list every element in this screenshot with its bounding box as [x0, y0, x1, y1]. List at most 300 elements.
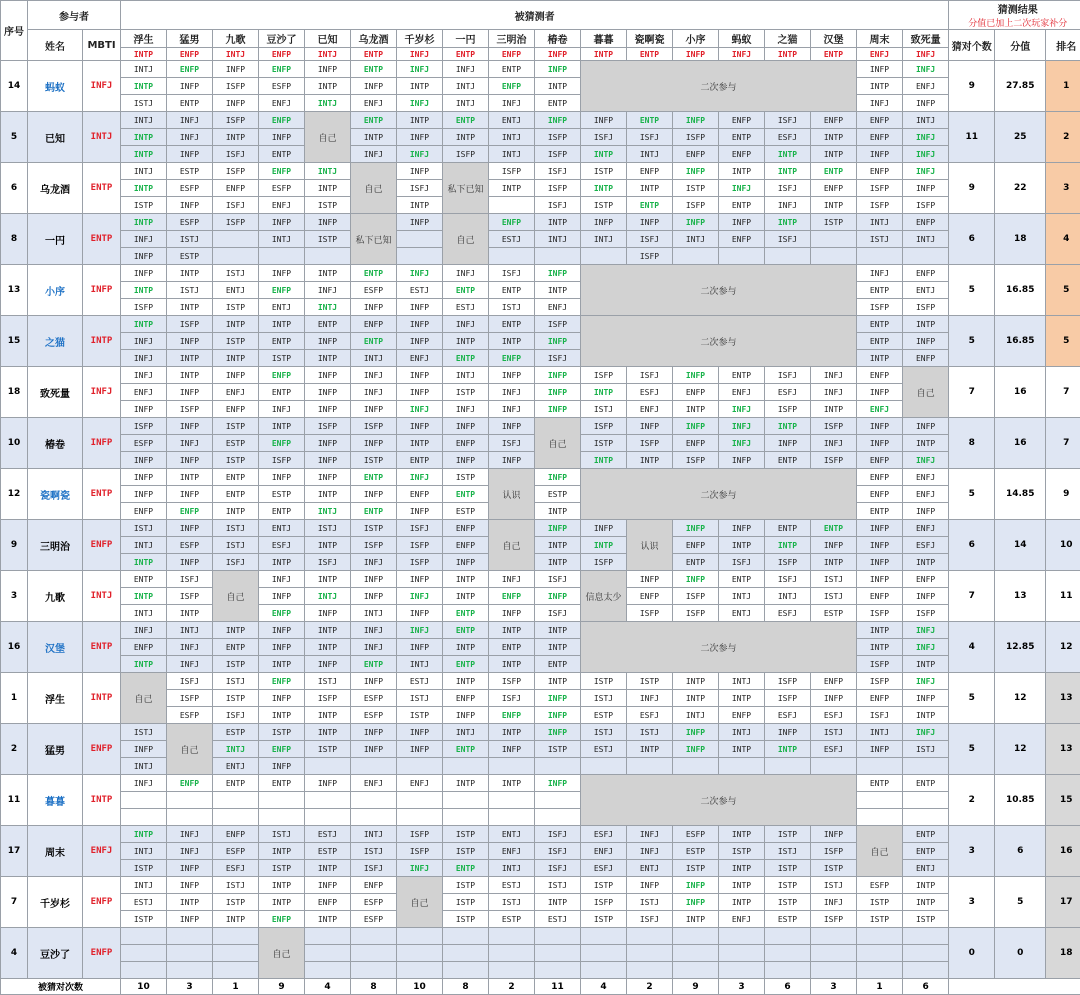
guess-cell [213, 792, 259, 809]
guess-cell [121, 809, 167, 826]
guess-cell: ISTP [351, 520, 397, 537]
span-label: 二次参与 [581, 316, 857, 367]
rank-value: 7 [1046, 418, 1080, 469]
guess-cell: ISFP [397, 826, 443, 843]
participant-name: 猛男 [28, 724, 83, 775]
guess-cell [765, 758, 811, 775]
guess-cell: INFJ [121, 350, 167, 367]
guess-cell: INTP [305, 860, 351, 877]
guess-cell: INTJ [351, 350, 397, 367]
guess-cell: INFP [443, 452, 489, 469]
guess-cell: INTJ [627, 146, 673, 163]
guess-cell: INTP [903, 554, 949, 571]
guess-cell: INFP [857, 61, 903, 78]
guess-cell: INFP [673, 894, 719, 911]
guess-cell [443, 945, 489, 962]
guess-cell: INFP [443, 707, 489, 724]
guess-cell [857, 792, 903, 809]
correct-count: 3 [949, 877, 995, 928]
footer-count: 10 [397, 979, 443, 995]
guess-cell: INTJ [673, 707, 719, 724]
guess-cell: INTP [673, 401, 719, 418]
guess-cell: ESTP [811, 605, 857, 622]
guess-cell: ESTJ [397, 282, 443, 299]
guess-cell: INTP [213, 316, 259, 333]
guess-cell: ESFP [259, 78, 305, 95]
rank-value: 10 [1046, 520, 1080, 571]
guess-cell: INTP [259, 418, 305, 435]
score-value: 25 [995, 112, 1046, 163]
guess-cell [903, 945, 949, 962]
guess-cell: ISFP [581, 367, 627, 384]
guess-cell: INFP [535, 775, 581, 792]
guess-cell: INFP [535, 469, 581, 486]
guess-cell: INFP [397, 741, 443, 758]
guess-cell [397, 809, 443, 826]
guess-cell: INFP [167, 384, 213, 401]
participant-mbti: ENTP [83, 214, 121, 265]
rank-value: 5 [1046, 265, 1080, 316]
guess-cell: INFJ [903, 724, 949, 741]
rank-value: 17 [1046, 877, 1080, 928]
target-mbti: INTP [121, 48, 167, 61]
guess-cell: ISFJ [213, 707, 259, 724]
target-mbti: INTJ [213, 48, 259, 61]
guess-cell: INFP [167, 877, 213, 894]
guess-cell: ESTJ [535, 911, 581, 928]
guess-cell: ISFP [673, 129, 719, 146]
guess-cell: INFJ [259, 571, 305, 588]
target-name: 乌龙酒 [351, 30, 397, 48]
guess-cell: INTP [535, 622, 581, 639]
guess-cell: INTJ [213, 741, 259, 758]
guess-cell: ISFP [581, 894, 627, 911]
guess-cell: INFP [213, 61, 259, 78]
guess-cell: INTJ [121, 605, 167, 622]
guess-cell [719, 248, 765, 265]
correct-count: 5 [949, 265, 995, 316]
guess-cell: INTP [719, 741, 765, 758]
guess-cell: ENFJ [903, 486, 949, 503]
guess-cell: INTP [259, 877, 305, 894]
span-label: 二次参与 [581, 622, 857, 673]
guess-cell [259, 809, 305, 826]
guess-cell: ISTJ [581, 724, 627, 741]
guess-cell: INFP [443, 554, 489, 571]
target-mbti: ENFP [489, 48, 535, 61]
target-mbti: ENFP [259, 48, 305, 61]
guess-cell: INFP [305, 775, 351, 792]
guess-cell: ESFP [351, 911, 397, 928]
guess-cell: ENTP [857, 503, 903, 520]
guess-cell: ISFP [351, 537, 397, 554]
guess-cell: ISTP [305, 741, 351, 758]
guess-cell: ENFP [719, 707, 765, 724]
guess-cell: INFJ [857, 95, 903, 112]
guess-cell: INFJ [443, 61, 489, 78]
guess-cell: ISTP [305, 231, 351, 248]
guess-cell: ISFP [857, 299, 903, 316]
guess-cell: ENFP [259, 741, 305, 758]
table-row [1, 860, 1080, 877]
guess-cell [903, 758, 949, 775]
guess-cell: ENFP [719, 231, 765, 248]
guess-cell: ESTP [167, 248, 213, 265]
guess-cell: INFP [581, 520, 627, 537]
guess-cell: ISTJ [857, 231, 903, 248]
guess-cell: ENTP [443, 282, 489, 299]
guess-cell: ESFJ [627, 384, 673, 401]
table-row [1, 537, 1080, 554]
participant-mbti: ENFP [83, 877, 121, 928]
guess-cell [397, 758, 443, 775]
guess-cell: ISTJ [811, 571, 857, 588]
guess-cell: INTP [121, 316, 167, 333]
guess-cell: ISFP [811, 418, 857, 435]
guess-cell: ISFP [305, 418, 351, 435]
guess-cell: ISFP [397, 537, 443, 554]
guess-cell [535, 962, 581, 979]
guess-cell: INFJ [627, 843, 673, 860]
guess-cell: ISTP [121, 911, 167, 928]
guess-cell: ENTP [351, 112, 397, 129]
guess-cell: INFP [673, 367, 719, 384]
score-value: 16.85 [995, 316, 1046, 367]
span-label: 自己 [351, 163, 397, 214]
guess-cell: ENFP [673, 384, 719, 401]
score-value: 22 [995, 163, 1046, 214]
guess-cell [305, 962, 351, 979]
guess-cell: ISFP [765, 673, 811, 690]
guess-cell: ENFP [259, 163, 305, 180]
guess-cell: INFP [167, 78, 213, 95]
guess-cell: ENFJ [627, 401, 673, 418]
guess-cell: INFP [811, 690, 857, 707]
participant-seq: 16 [1, 622, 28, 673]
guess-cell: INFP [167, 197, 213, 214]
guess-cell [857, 809, 903, 826]
guess-cell: ISFJ [627, 231, 673, 248]
participant-seq: 7 [1, 877, 28, 928]
guess-cell: ISTJ [213, 265, 259, 282]
guess-cell: INFJ [305, 282, 351, 299]
guess-cell: INTJ [535, 231, 581, 248]
guess-cell: INFP [259, 469, 305, 486]
target-name: 汉堡 [811, 30, 857, 48]
guess-cell [857, 962, 903, 979]
guess-cell [627, 945, 673, 962]
guess-cell: INFP [535, 724, 581, 741]
guess-cell: INTP [121, 826, 167, 843]
guess-cell: ENFP [351, 877, 397, 894]
guess-cell: ISFJ [765, 571, 811, 588]
guess-cell: INTP [903, 707, 949, 724]
guess-cell: INFP [259, 690, 305, 707]
table-row [1, 724, 1080, 741]
guess-cell: INTJ [305, 299, 351, 316]
guess-cell: ENFJ [535, 299, 581, 316]
span-label: 自己 [443, 214, 489, 265]
table-row [1, 877, 1080, 894]
guess-cell: ISFJ [397, 180, 443, 197]
guess-cell [397, 248, 443, 265]
guess-cell: ISTJ [213, 520, 259, 537]
footer-count: 8 [443, 979, 489, 995]
table-row [1, 622, 1080, 639]
guess-cell: INFP [903, 95, 949, 112]
guess-cell: INTP [121, 129, 167, 146]
participant-seq: 8 [1, 214, 28, 265]
guess-cell: ENFP [351, 316, 397, 333]
guess-cell: ENTP [443, 741, 489, 758]
guess-cell: ISFP [121, 299, 167, 316]
guess-cell: INFP [167, 520, 213, 537]
correct-count: 2 [949, 775, 995, 826]
table-row [1, 231, 1080, 248]
guess-cell: ENTJ [259, 520, 305, 537]
guess-cell: INTP [489, 656, 535, 673]
guess-cell: INTP [167, 299, 213, 316]
correct-count: 5 [949, 469, 995, 520]
guess-cell: ISTP [443, 877, 489, 894]
guess-cell: ISTP [443, 826, 489, 843]
guess-cell: INTJ [489, 860, 535, 877]
span-label: 二次参与 [581, 265, 857, 316]
guess-cell: INFP [121, 486, 167, 503]
rank-value: 7 [1046, 367, 1080, 418]
guess-cell: ISTJ [305, 673, 351, 690]
guess-cell: INFP [397, 503, 443, 520]
guess-cell [857, 758, 903, 775]
guess-cell: ISFP [857, 197, 903, 214]
rank-value: 3 [1046, 163, 1080, 214]
guess-cell: INTP [489, 180, 535, 197]
guess-cell: INTJ [305, 588, 351, 605]
guess-cell: ENFP [259, 61, 305, 78]
guess-cell: ENTP [259, 333, 305, 350]
guess-cell: INTP [581, 180, 627, 197]
span-label: 自己 [857, 826, 903, 877]
guess-cell: INFP [397, 214, 443, 231]
rank-value: 13 [1046, 724, 1080, 775]
results-note: 分值已加上二次玩家补分 [949, 16, 1080, 29]
participant-seq: 18 [1, 367, 28, 418]
guess-cell: ENFP [121, 503, 167, 520]
guess-cell [581, 945, 627, 962]
guess-cell: INTP [489, 724, 535, 741]
span-label: 自己 [903, 367, 949, 418]
guess-cell: ISTP [765, 860, 811, 877]
guess-cell: ENTP [489, 316, 535, 333]
guess-cell: INTP [305, 707, 351, 724]
guess-cell: INTJ [489, 129, 535, 146]
target-mbti: INFJ [903, 48, 949, 61]
target-name: 蚂蚁 [719, 30, 765, 48]
guess-cell: ISTJ [581, 401, 627, 418]
guess-cell: INTP [443, 571, 489, 588]
guess-cell: INFP [535, 707, 581, 724]
guess-cell: INTP [719, 537, 765, 554]
guess-cell: ENTP [857, 282, 903, 299]
guess-cell: INTP [673, 673, 719, 690]
guess-cell: ESTP [213, 435, 259, 452]
guess-cell: ESFP [259, 180, 305, 197]
guess-cell: ISTP [213, 418, 259, 435]
guess-cell: ENTP [443, 486, 489, 503]
guess-cell: INFJ [397, 588, 443, 605]
guess-cell [443, 792, 489, 809]
participant-mbti: INTP [83, 316, 121, 367]
guess-cell [305, 248, 351, 265]
guess-cell: ESFP [351, 894, 397, 911]
guess-cell: ISTJ [627, 724, 673, 741]
guess-cell: INTP [581, 146, 627, 163]
guess-cell: ISTP [259, 724, 305, 741]
guess-cell [489, 945, 535, 962]
span-label: 认识 [489, 469, 535, 520]
guess-cell: ISFJ [167, 571, 213, 588]
target-mbti: INTJ [305, 48, 351, 61]
guess-cell: INTP [259, 316, 305, 333]
guess-cell: ENFJ [259, 95, 305, 112]
span-label: 自己 [213, 571, 259, 622]
guess-cell: ISFJ [351, 860, 397, 877]
guess-cell: ISFP [397, 843, 443, 860]
guess-cell [535, 758, 581, 775]
guess-cell: ENFP [259, 367, 305, 384]
target-mbti: INFJ [719, 48, 765, 61]
guess-cell: INFP [213, 95, 259, 112]
participant-name: 蚂蚁 [28, 61, 83, 112]
participant-mbti: INFP [83, 265, 121, 316]
guess-cell: INFJ [489, 401, 535, 418]
guess-cell: ENFP [857, 486, 903, 503]
guess-cell: INTP [305, 911, 351, 928]
target-mbti: ENFJ [857, 48, 903, 61]
guess-cell: INFJ [903, 146, 949, 163]
guess-cell: INTP [627, 452, 673, 469]
guess-cell: INTP [397, 78, 443, 95]
guess-cell: INFJ [903, 639, 949, 656]
guess-cell: INFJ [489, 95, 535, 112]
target-name: 浮生 [121, 30, 167, 48]
guess-cell: INFP [305, 469, 351, 486]
guess-cell: ISTJ [213, 673, 259, 690]
target-mbti: ENTP [351, 48, 397, 61]
span-label: 信息太少 [581, 571, 627, 622]
guess-cell: ISTJ [811, 588, 857, 605]
guess-cell: ENFP [857, 112, 903, 129]
guess-cell: INTP [213, 350, 259, 367]
guess-cell: INFP [673, 214, 719, 231]
guess-cell: INFP [121, 265, 167, 282]
guess-cell: INTJ [719, 724, 765, 741]
guess-cell: INFJ [397, 95, 443, 112]
guess-cell: ENTP [443, 860, 489, 877]
target-mbti: ENFP [167, 48, 213, 61]
guess-cell: ENFP [857, 588, 903, 605]
guess-cell: INFP [351, 724, 397, 741]
guess-cell: ENFP [259, 605, 305, 622]
guess-cell: INTP [167, 894, 213, 911]
guess-cell: ISTJ [811, 724, 857, 741]
guess-cell: INFP [351, 401, 397, 418]
footer-count: 1 [857, 979, 903, 995]
guess-cell: INTP [121, 78, 167, 95]
guess-cell: INFJ [903, 622, 949, 639]
guess-cell: ENFJ [259, 197, 305, 214]
guess-cell: ENFP [811, 673, 857, 690]
guess-cell: INFP [903, 333, 949, 350]
guess-cell: INFP [259, 622, 305, 639]
guess-cell: ENFP [167, 775, 213, 792]
guess-cell: ISTJ [811, 877, 857, 894]
guess-cell: INFP [305, 333, 351, 350]
guess-cell: INFJ [397, 860, 443, 877]
table-row [1, 945, 1080, 962]
participant-seq: 1 [1, 673, 28, 724]
table-row [1, 758, 1080, 775]
guess-cell: ESTJ [489, 231, 535, 248]
guess-cell: ISTP [213, 333, 259, 350]
guess-cell [397, 962, 443, 979]
footer-count: 9 [673, 979, 719, 995]
guess-cell: INTP [121, 588, 167, 605]
guess-cell: ISFJ [167, 673, 213, 690]
participant-seq: 14 [1, 61, 28, 112]
guess-cell: ENFP [857, 367, 903, 384]
guess-cell: ESFJ [765, 384, 811, 401]
guess-cell [719, 945, 765, 962]
participant-mbti: ENFP [83, 724, 121, 775]
guess-cell: ISFJ [535, 350, 581, 367]
guess-cell: INFP [305, 656, 351, 673]
correct-count: 9 [949, 163, 995, 214]
guess-cell: INFJ [397, 401, 443, 418]
guess-cell: ISFJ [719, 554, 765, 571]
guess-cell: ISTP [581, 673, 627, 690]
guess-cell: INFP [535, 520, 581, 537]
guess-cell [213, 809, 259, 826]
guess-cell [811, 962, 857, 979]
guess-cell [811, 231, 857, 248]
guess-cell: INFP [811, 826, 857, 843]
participant-name: 乌龙酒 [28, 163, 83, 214]
score-value: 12 [995, 673, 1046, 724]
footer-count: 6 [903, 979, 949, 995]
guess-cell: INFP [351, 673, 397, 690]
guess-cell [351, 928, 397, 945]
guess-cell: ISTP [259, 350, 305, 367]
guess-cell: INTP [305, 622, 351, 639]
guess-cell: INTJ [903, 112, 949, 129]
guess-cell: ENFP [857, 469, 903, 486]
guess-cell: ENFP [903, 265, 949, 282]
guess-cell: INFJ [627, 690, 673, 707]
guess-cell: ENTP [903, 843, 949, 860]
table-row [1, 503, 1080, 520]
guess-cell: ENFP [811, 180, 857, 197]
guess-cell [489, 248, 535, 265]
span-label: 自己 [121, 673, 167, 724]
guess-cell: ISFP [673, 588, 719, 605]
participant-name: 豆沙了 [28, 928, 83, 979]
guess-cell [811, 248, 857, 265]
guess-cell: ENFJ [397, 775, 443, 792]
guess-cell: ESFJ [259, 537, 305, 554]
footer-count: 10 [121, 979, 167, 995]
guess-cell: INTJ [121, 537, 167, 554]
